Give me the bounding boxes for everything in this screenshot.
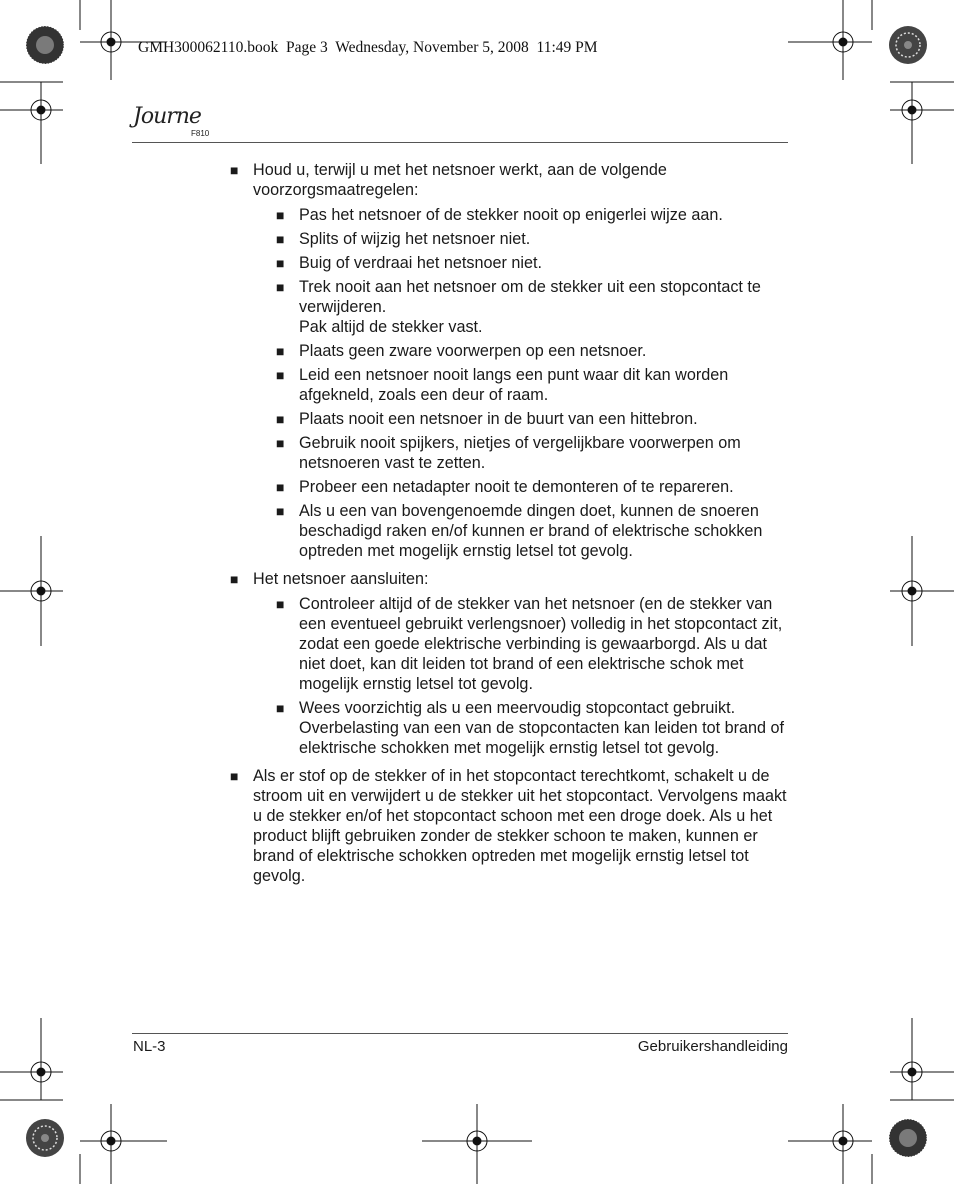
bullet-square: ■ xyxy=(276,343,285,359)
registration-mark-right-upper xyxy=(890,82,954,164)
sub-bullet-text: Trek nooit aan het netsnoer om de stekker uit een stopcontact te verwijderen. xyxy=(299,278,761,316)
bullet-text: Houd u, terwijl u met het netsnoer werkt, aan de volgende voorzorgsmaatregelen: xyxy=(253,161,667,199)
registration-mark-left-middle xyxy=(0,536,63,646)
bullet-square: ■ xyxy=(230,571,239,587)
sub-bullet-text: Plaats nooit een netsnoer in de buurt van een hittebron. xyxy=(299,410,698,428)
registration-mark-top-right xyxy=(788,0,872,80)
sub-bullet-text: Pas het netsnoer of de stekker nooit op enigerlei wijze aan. xyxy=(299,206,723,224)
bullet-text: Als er stof op de stekker of in het stopcontact terechtkomt, schakelt u de stroom uit en verwijdert u de stekker uit het stopcontact. Vervolgens maakt u de stekker en/of het stopcontact schoon met een droge doek. Als u het product blijft gebruiken zonder de stekker schoon te maken, kunnen er brand of elektrische schokken optreden met mogelijk ernstig letsel tot gevolg. xyxy=(253,767,787,885)
registration-mark-bottom-right xyxy=(788,1104,872,1184)
bullet-square: ■ xyxy=(276,503,285,519)
bullet-square: ■ xyxy=(276,435,285,451)
sub-bullet-text: Buig of verdraai het netsnoer niet. xyxy=(299,254,542,272)
registration-mark-left-lower xyxy=(0,1018,63,1100)
sub-bullet-text: Gebruik nooit spijkers, nietjes of vergelijkbare voorwerpen om netsnoeren vast te zetten. xyxy=(299,434,741,472)
star-target-bottom-right xyxy=(889,1119,927,1157)
bullet-square: ■ xyxy=(276,479,285,495)
sub-bullet-text: Probeer een netadapter nooit te demonteren of te repareren. xyxy=(299,478,734,496)
sub-bullet-item xyxy=(276,477,790,497)
header-rule xyxy=(132,142,788,143)
footer-title: Gebruikershandleiding xyxy=(637,1038,788,1055)
sub-bullet-text: Leid een netsnoer nooit langs een punt waar dit kan worden afgekneld, zoals een deur of raam. xyxy=(299,366,729,404)
bullet-square: ■ xyxy=(276,411,285,427)
sub-bullet-item xyxy=(276,594,790,694)
bullet-square: ■ xyxy=(276,367,285,383)
bullet-square: ■ xyxy=(276,207,285,223)
bullet-square: ■ xyxy=(230,768,239,784)
document-body xyxy=(230,160,790,890)
print-slug: GMH300062110.book Page 3 Wednesday, November 5, 2008 11:49 PM xyxy=(138,39,598,56)
bullet-square: ■ xyxy=(276,700,285,716)
sub-bullet-text: Wees voorzichtig als u een meervoudig stopcontact gebruikt. Overbelasting van een van de stopcontacten kan leiden tot brand of elektrische schokken met mogelijk ernstig letsel tot gevolg. xyxy=(299,699,785,757)
sub-bullet-text: Splits of wijzig het netsnoer niet. xyxy=(299,230,531,248)
sub-bullet-text: Als u een van bovengenoemde dingen doet, kunnen de snoeren beschadigd raken en/of kunnen er brand of elektrische schokken optreden met mogelijk ernstig letsel tot gevolg. xyxy=(299,502,763,560)
sub-bullet-item xyxy=(276,277,790,337)
bullet-item xyxy=(230,766,790,886)
sub-bullet-item xyxy=(276,698,790,758)
sub-bullet-item xyxy=(276,253,790,273)
star-target-bottom-left xyxy=(26,1119,64,1157)
bullet-square: ■ xyxy=(276,255,285,271)
registration-mark-left-upper xyxy=(0,82,63,164)
registration-mark-bottom-center xyxy=(422,1104,532,1184)
sub-bullet-item xyxy=(276,365,790,405)
star-target-top-left xyxy=(26,26,64,64)
sub-bullet-item xyxy=(276,205,790,225)
sub-bullet-item xyxy=(276,409,790,429)
bullet-square: ■ xyxy=(276,596,285,612)
bullet-square: ■ xyxy=(276,231,285,247)
sub-bullet-text: Plaats geen zware voorwerpen op een netsnoer. xyxy=(299,342,647,360)
sub-bullet-item xyxy=(276,433,790,473)
model-label: F810 xyxy=(191,129,210,138)
sub-bullet-item xyxy=(276,501,790,561)
bullet-square: ■ xyxy=(230,162,239,178)
registration-mark-bottom-left xyxy=(80,1104,167,1184)
star-target-top-right xyxy=(889,26,927,64)
bullet-square: ■ xyxy=(276,279,285,295)
bullet-item xyxy=(230,160,790,565)
bullet-item xyxy=(230,569,790,762)
sub-bullet-item xyxy=(276,341,790,361)
footer-rule xyxy=(132,1033,788,1034)
sub-bullet-text: Controleer altijd of de stekker van het netsnoer (en de stekker van een eventueel gebruikt verlengsnoer) volledig in het stopcontact zit, zodat een goede elektrische verbinding is gewaarborgd. Als u dat niet doet, kan dit leiden tot brand of een elektrische schok met mogelijk ernstig letsel tot gevolg. xyxy=(299,595,783,693)
bullet-text: Het netsnoer aansluiten: xyxy=(253,570,429,588)
sub-bullet-item xyxy=(276,229,790,249)
registration-mark-right-middle xyxy=(890,536,954,646)
page-number: NL-3 xyxy=(133,1038,166,1055)
sub-bullet-text-continued: Pak altijd de stekker vast. xyxy=(299,318,483,336)
brand-logo: Journe xyxy=(133,104,201,129)
registration-mark-right-lower xyxy=(890,1018,954,1100)
